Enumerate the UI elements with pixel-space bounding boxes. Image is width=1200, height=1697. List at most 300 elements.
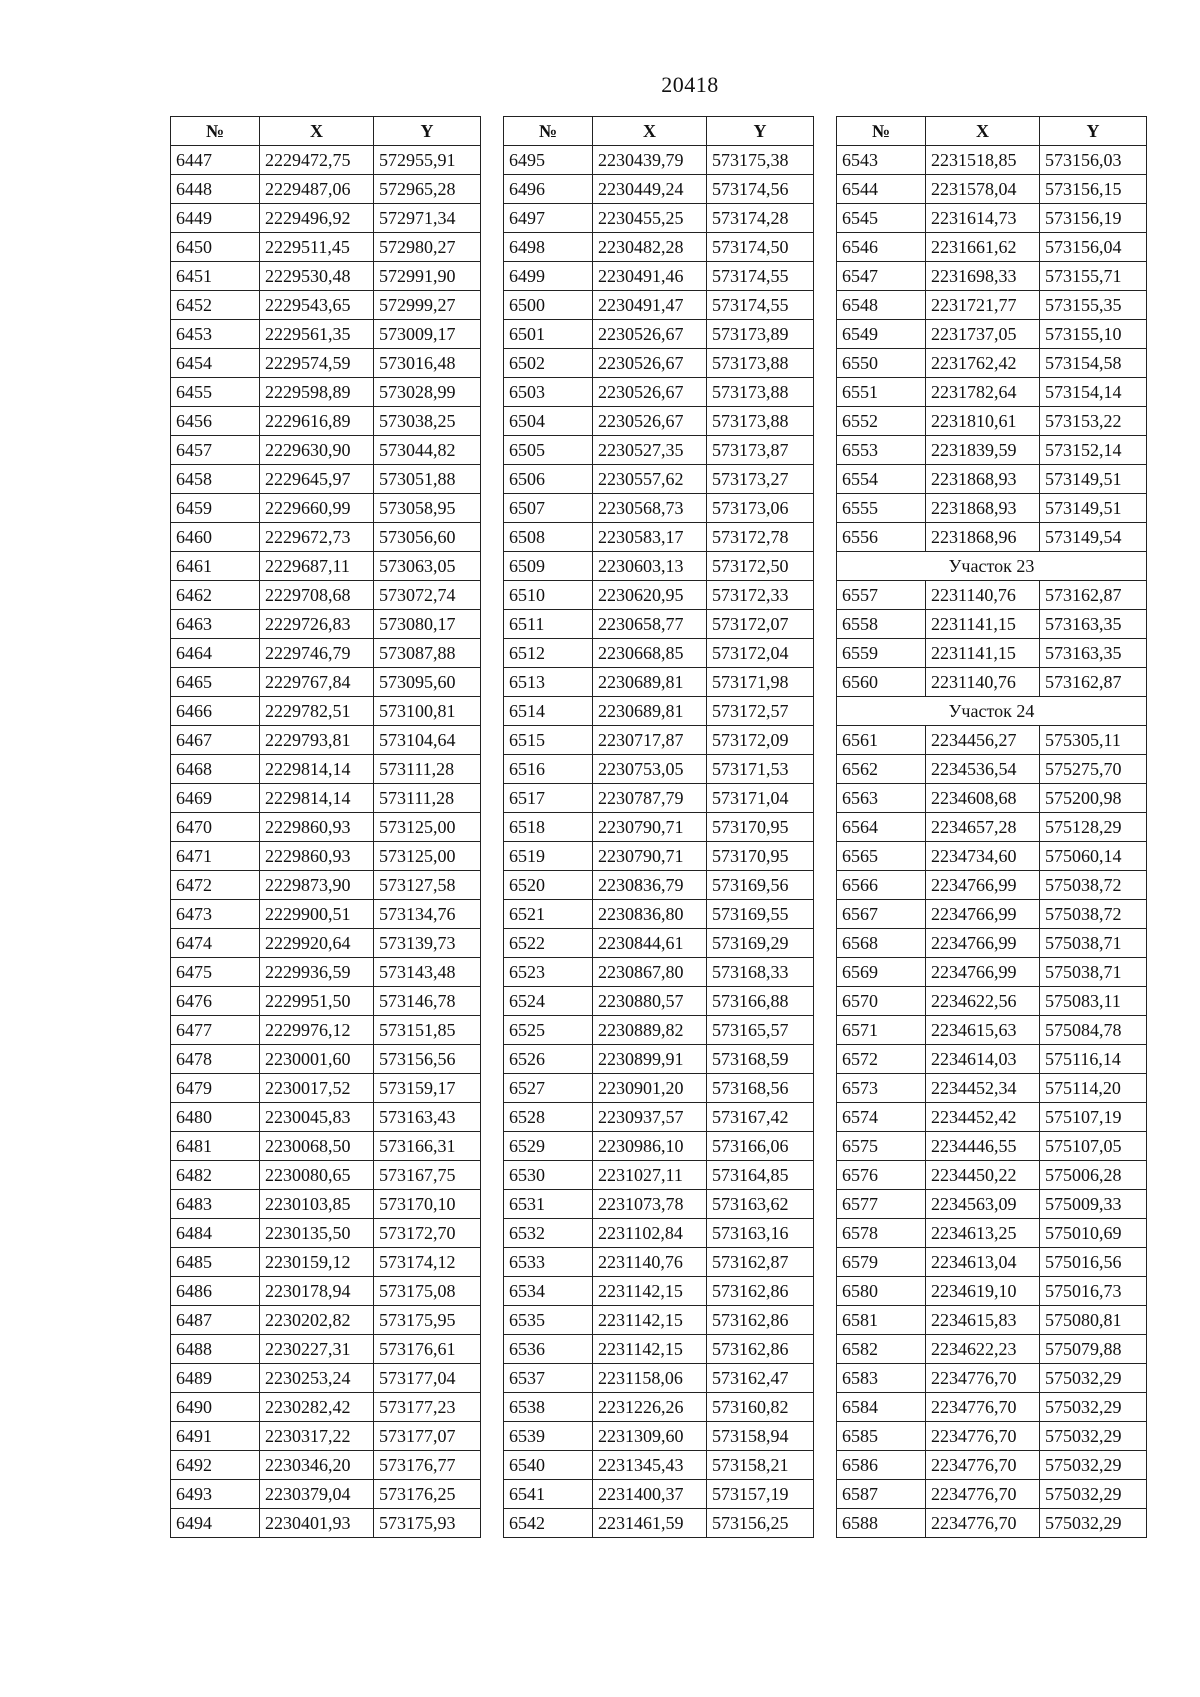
table-row: [171, 204, 481, 233]
header-x: X: [926, 117, 1040, 146]
x-coordinate: 2234608,68: [926, 784, 1040, 813]
y-coordinate: 573044,82: [374, 436, 481, 465]
header-no: №: [504, 117, 593, 146]
point-number: 6525: [504, 1016, 593, 1045]
x-coordinate: 2231226,26: [593, 1393, 707, 1422]
x-coordinate: 2230159,12: [260, 1248, 374, 1277]
y-coordinate: 573176,25: [374, 1480, 481, 1509]
x-coordinate: 2229472,75: [260, 146, 374, 175]
point-number: 6579: [837, 1248, 926, 1277]
point-number: 6560: [837, 668, 926, 697]
x-coordinate: 2231868,93: [926, 465, 1040, 494]
y-coordinate: 573175,08: [374, 1277, 481, 1306]
table-row: [837, 320, 1147, 349]
table-row: [171, 1364, 481, 1393]
x-coordinate: 2234613,04: [926, 1248, 1040, 1277]
x-coordinate: 2234446,55: [926, 1132, 1040, 1161]
table-row: [504, 668, 814, 697]
y-coordinate: 573125,00: [374, 813, 481, 842]
table-row: [837, 1161, 1147, 1190]
point-number: 6569: [837, 958, 926, 987]
y-coordinate: 573155,71: [1040, 262, 1147, 291]
point-number: 6557: [837, 581, 926, 610]
x-coordinate: 2230880,57: [593, 987, 707, 1016]
y-coordinate: 575060,14: [1040, 842, 1147, 871]
table-row: [837, 668, 1147, 697]
x-coordinate: 2231140,76: [593, 1248, 707, 1277]
x-coordinate: 2230439,79: [593, 146, 707, 175]
point-number: 6515: [504, 726, 593, 755]
y-coordinate: 575200,98: [1040, 784, 1147, 813]
point-number: 6544: [837, 175, 926, 204]
point-number: 6495: [504, 146, 593, 175]
x-coordinate: 2230526,67: [593, 407, 707, 436]
table-row: [171, 1480, 481, 1509]
table-row: [504, 842, 814, 871]
point-number: 6499: [504, 262, 593, 291]
point-number: 6496: [504, 175, 593, 204]
x-coordinate: 2231345,43: [593, 1451, 707, 1480]
header-row: [837, 117, 1147, 146]
point-number: 6483: [171, 1190, 260, 1219]
table-row: [504, 929, 814, 958]
table-row: [504, 784, 814, 813]
x-coordinate: 2230568,73: [593, 494, 707, 523]
point-number: 6549: [837, 320, 926, 349]
y-coordinate: 575032,29: [1040, 1422, 1147, 1451]
x-coordinate: 2230449,24: [593, 175, 707, 204]
x-coordinate: 2230527,35: [593, 436, 707, 465]
point-number: 6456: [171, 407, 260, 436]
table-row: [171, 784, 481, 813]
point-number: 6503: [504, 378, 593, 407]
y-coordinate: 573153,22: [1040, 407, 1147, 436]
point-number: 6476: [171, 987, 260, 1016]
table-row: [171, 581, 481, 610]
table-row: [504, 1509, 814, 1538]
table-row: [504, 639, 814, 668]
point-number: 6588: [837, 1509, 926, 1538]
y-coordinate: 573172,50: [707, 552, 814, 581]
table-row: [171, 320, 481, 349]
y-coordinate: 573157,19: [707, 1480, 814, 1509]
y-coordinate: 573171,04: [707, 784, 814, 813]
table-row: [171, 668, 481, 697]
y-coordinate: 572955,91: [374, 146, 481, 175]
x-coordinate: 2234563,09: [926, 1190, 1040, 1219]
point-number: 6469: [171, 784, 260, 813]
point-number: 6454: [171, 349, 260, 378]
x-coordinate: 2231661,62: [926, 233, 1040, 262]
x-coordinate: 2234776,70: [926, 1451, 1040, 1480]
y-coordinate: 573125,00: [374, 842, 481, 871]
table-row: [504, 987, 814, 1016]
table-row: [504, 436, 814, 465]
x-coordinate: 2231698,33: [926, 262, 1040, 291]
table-row: [171, 1074, 481, 1103]
table-row: [504, 755, 814, 784]
point-number: 6545: [837, 204, 926, 233]
x-coordinate: 2231518,85: [926, 146, 1040, 175]
table-row: [171, 378, 481, 407]
x-coordinate: 2234536,54: [926, 755, 1040, 784]
y-coordinate: 575032,29: [1040, 1393, 1147, 1422]
table-row: [837, 639, 1147, 668]
x-coordinate: 2231073,78: [593, 1190, 707, 1219]
point-number: 6538: [504, 1393, 593, 1422]
y-coordinate: 573169,56: [707, 871, 814, 900]
table-row: [171, 871, 481, 900]
y-coordinate: 573176,61: [374, 1335, 481, 1364]
table-row: [171, 1045, 481, 1074]
point-number: 6467: [171, 726, 260, 755]
point-number: 6512: [504, 639, 593, 668]
x-coordinate: 2230668,85: [593, 639, 707, 668]
y-coordinate: 573154,58: [1040, 349, 1147, 378]
point-number: 6580: [837, 1277, 926, 1306]
x-coordinate: 2234776,70: [926, 1422, 1040, 1451]
table-row: [504, 871, 814, 900]
x-coordinate: 2230867,80: [593, 958, 707, 987]
x-coordinate: 2229746,79: [260, 639, 374, 668]
x-coordinate: 2234766,99: [926, 929, 1040, 958]
x-coordinate: 2234766,99: [926, 900, 1040, 929]
y-coordinate: 573175,95: [374, 1306, 481, 1335]
x-coordinate: 2234766,99: [926, 871, 1040, 900]
table-row: [837, 581, 1147, 610]
y-coordinate: 573172,07: [707, 610, 814, 639]
y-coordinate: 573166,88: [707, 987, 814, 1016]
table-row: [504, 523, 814, 552]
point-number: 6536: [504, 1335, 593, 1364]
x-coordinate: 2234613,25: [926, 1219, 1040, 1248]
table-row: [171, 929, 481, 958]
y-coordinate: 573016,48: [374, 349, 481, 378]
point-number: 6584: [837, 1393, 926, 1422]
section-row: [837, 697, 1147, 726]
y-coordinate: 573174,55: [707, 262, 814, 291]
table-row: [504, 349, 814, 378]
y-coordinate: 573155,35: [1040, 291, 1147, 320]
y-coordinate: 573168,33: [707, 958, 814, 987]
point-number: 6583: [837, 1364, 926, 1393]
x-coordinate: 2230790,71: [593, 842, 707, 871]
y-coordinate: 573176,77: [374, 1451, 481, 1480]
point-number: 6461: [171, 552, 260, 581]
table-row: [504, 697, 814, 726]
table-row: [171, 291, 481, 320]
y-coordinate: 573163,35: [1040, 639, 1147, 668]
table-row: [837, 175, 1147, 204]
point-number: 6574: [837, 1103, 926, 1132]
point-number: 6585: [837, 1422, 926, 1451]
y-coordinate: 575305,11: [1040, 726, 1147, 755]
point-number: 6486: [171, 1277, 260, 1306]
x-coordinate: 2231461,59: [593, 1509, 707, 1538]
table-row: [171, 436, 481, 465]
table-row: [504, 726, 814, 755]
table-row: [837, 1016, 1147, 1045]
point-number: 6576: [837, 1161, 926, 1190]
point-number: 6517: [504, 784, 593, 813]
point-number: 6482: [171, 1161, 260, 1190]
y-coordinate: 573087,88: [374, 639, 481, 668]
y-coordinate: 573165,57: [707, 1016, 814, 1045]
x-coordinate: 2231142,15: [593, 1335, 707, 1364]
table-row: [171, 1393, 481, 1422]
point-number: 6558: [837, 610, 926, 639]
point-number: 6470: [171, 813, 260, 842]
x-coordinate: 2230253,24: [260, 1364, 374, 1393]
point-number: 6532: [504, 1219, 593, 1248]
point-number: 6555: [837, 494, 926, 523]
table-row: [837, 1103, 1147, 1132]
point-number: 6507: [504, 494, 593, 523]
point-number: 6552: [837, 407, 926, 436]
y-coordinate: 573139,73: [374, 929, 481, 958]
y-coordinate: 575032,29: [1040, 1480, 1147, 1509]
x-coordinate: 2230787,79: [593, 784, 707, 813]
point-number: 6468: [171, 755, 260, 784]
table-row: [837, 929, 1147, 958]
point-number: 6478: [171, 1045, 260, 1074]
table-row: [171, 813, 481, 842]
table-row: [504, 581, 814, 610]
point-number: 6473: [171, 900, 260, 929]
y-coordinate: 573160,82: [707, 1393, 814, 1422]
point-number: 6530: [504, 1161, 593, 1190]
x-coordinate: 2231737,05: [926, 320, 1040, 349]
y-coordinate: 573162,87: [1040, 581, 1147, 610]
section-title: Участок 24: [837, 697, 1147, 726]
y-coordinate: 573162,87: [1040, 668, 1147, 697]
table-row: [171, 407, 481, 436]
x-coordinate: 2234619,10: [926, 1277, 1040, 1306]
x-coordinate: 2231868,96: [926, 523, 1040, 552]
x-coordinate: 2230001,60: [260, 1045, 374, 1074]
header-y: Y: [1040, 117, 1147, 146]
point-number: 6572: [837, 1045, 926, 1074]
point-number: 6548: [837, 291, 926, 320]
point-number: 6565: [837, 842, 926, 871]
table-row: [837, 494, 1147, 523]
y-coordinate: 573159,17: [374, 1074, 481, 1103]
y-coordinate: 573163,16: [707, 1219, 814, 1248]
table-row: [504, 320, 814, 349]
x-coordinate: 2230017,52: [260, 1074, 374, 1103]
point-number: 6568: [837, 929, 926, 958]
x-coordinate: 2229976,12: [260, 1016, 374, 1045]
x-coordinate: 2229873,90: [260, 871, 374, 900]
y-coordinate: 573162,87: [707, 1248, 814, 1277]
table-row: [171, 1306, 481, 1335]
x-coordinate: 2234776,70: [926, 1480, 1040, 1509]
y-coordinate: 575107,05: [1040, 1132, 1147, 1161]
point-number: 6542: [504, 1509, 593, 1538]
table-row: [504, 1103, 814, 1132]
table-row: [504, 1248, 814, 1277]
table-row: [837, 378, 1147, 407]
x-coordinate: 2229660,99: [260, 494, 374, 523]
x-coordinate: 2234614,03: [926, 1045, 1040, 1074]
y-coordinate: 573172,70: [374, 1219, 481, 1248]
x-coordinate: 2230790,71: [593, 813, 707, 842]
point-number: 6516: [504, 755, 593, 784]
point-number: 6510: [504, 581, 593, 610]
x-coordinate: 2230482,28: [593, 233, 707, 262]
point-number: 6480: [171, 1103, 260, 1132]
y-coordinate: 573028,99: [374, 378, 481, 407]
y-coordinate: 573163,62: [707, 1190, 814, 1219]
y-coordinate: 573170,10: [374, 1190, 481, 1219]
table-row: [837, 204, 1147, 233]
header-row: [171, 117, 481, 146]
y-coordinate: 573173,88: [707, 407, 814, 436]
y-coordinate: 573154,14: [1040, 378, 1147, 407]
point-number: 6501: [504, 320, 593, 349]
point-number: 6466: [171, 697, 260, 726]
x-coordinate: 2231102,84: [593, 1219, 707, 1248]
table-row: [837, 349, 1147, 378]
x-coordinate: 2229951,50: [260, 987, 374, 1016]
x-coordinate: 2231839,59: [926, 436, 1040, 465]
table-row: [504, 1219, 814, 1248]
x-coordinate: 2229726,83: [260, 610, 374, 639]
table-row: [171, 1219, 481, 1248]
x-coordinate: 2229530,48: [260, 262, 374, 291]
header-row: [504, 117, 814, 146]
point-number: 6531: [504, 1190, 593, 1219]
x-coordinate: 2230202,82: [260, 1306, 374, 1335]
table-row: [171, 1335, 481, 1364]
table-row: [837, 291, 1147, 320]
x-coordinate: 2230282,42: [260, 1393, 374, 1422]
point-number: 6573: [837, 1074, 926, 1103]
x-coordinate: 2229672,73: [260, 523, 374, 552]
point-number: 6529: [504, 1132, 593, 1161]
y-coordinate: 573172,04: [707, 639, 814, 668]
y-coordinate: 573156,03: [1040, 146, 1147, 175]
table-row: [171, 1451, 481, 1480]
table-row: [504, 1335, 814, 1364]
x-coordinate: 2231141,15: [926, 610, 1040, 639]
point-number: 6586: [837, 1451, 926, 1480]
y-coordinate: 573149,51: [1040, 465, 1147, 494]
y-coordinate: 573051,88: [374, 465, 481, 494]
table-row: [837, 987, 1147, 1016]
x-coordinate: 2229561,35: [260, 320, 374, 349]
y-coordinate: 575080,81: [1040, 1306, 1147, 1335]
point-number: 6448: [171, 175, 260, 204]
coordinates-table-3: [836, 116, 1147, 1538]
point-number: 6492: [171, 1451, 260, 1480]
point-number: 6502: [504, 349, 593, 378]
table-row: [171, 1161, 481, 1190]
table-row: [837, 958, 1147, 987]
x-coordinate: 2230557,62: [593, 465, 707, 494]
point-number: 6505: [504, 436, 593, 465]
y-coordinate: 572980,27: [374, 233, 481, 262]
y-coordinate: 572999,27: [374, 291, 481, 320]
y-coordinate: 573172,78: [707, 523, 814, 552]
table-row: [504, 813, 814, 842]
table-row: [171, 1132, 481, 1161]
y-coordinate: 575009,33: [1040, 1190, 1147, 1219]
y-coordinate: 573166,31: [374, 1132, 481, 1161]
y-coordinate: 575016,73: [1040, 1277, 1147, 1306]
point-number: 6477: [171, 1016, 260, 1045]
y-coordinate: 575006,28: [1040, 1161, 1147, 1190]
table-row: [837, 1451, 1147, 1480]
table-row: [504, 1132, 814, 1161]
table-row: [837, 755, 1147, 784]
y-coordinate: 573162,47: [707, 1364, 814, 1393]
y-coordinate: 573171,53: [707, 755, 814, 784]
x-coordinate: 2230401,93: [260, 1509, 374, 1538]
y-coordinate: 573163,35: [1040, 610, 1147, 639]
x-coordinate: 2230583,17: [593, 523, 707, 552]
point-number: 6488: [171, 1335, 260, 1364]
x-coordinate: 2234615,83: [926, 1306, 1040, 1335]
x-coordinate: 2229687,11: [260, 552, 374, 581]
point-number: 6475: [171, 958, 260, 987]
table-row: [504, 1190, 814, 1219]
y-coordinate: 573172,33: [707, 581, 814, 610]
table-row: [171, 1190, 481, 1219]
point-number: 6490: [171, 1393, 260, 1422]
table-row: [504, 175, 814, 204]
point-number: 6465: [171, 668, 260, 697]
point-number: 6457: [171, 436, 260, 465]
table-row: [504, 958, 814, 987]
table-row: [837, 871, 1147, 900]
x-coordinate: 2230836,79: [593, 871, 707, 900]
y-coordinate: 573111,28: [374, 784, 481, 813]
y-coordinate: 573164,85: [707, 1161, 814, 1190]
table-row: [504, 1277, 814, 1306]
y-coordinate: 573163,43: [374, 1103, 481, 1132]
table-row: [837, 784, 1147, 813]
point-number: 6587: [837, 1480, 926, 1509]
x-coordinate: 2231309,60: [593, 1422, 707, 1451]
y-coordinate: 573143,48: [374, 958, 481, 987]
x-coordinate: 2229543,65: [260, 291, 374, 320]
table-row: [171, 146, 481, 175]
x-coordinate: 2231158,06: [593, 1364, 707, 1393]
table-row: [837, 1364, 1147, 1393]
point-number: 6524: [504, 987, 593, 1016]
x-coordinate: 2230889,82: [593, 1016, 707, 1045]
point-number: 6534: [504, 1277, 593, 1306]
table-row: [504, 1480, 814, 1509]
point-number: 6498: [504, 233, 593, 262]
table-row: [837, 1248, 1147, 1277]
y-coordinate: 572971,34: [374, 204, 481, 233]
point-number: 6463: [171, 610, 260, 639]
x-coordinate: 2230986,10: [593, 1132, 707, 1161]
x-coordinate: 2231400,37: [593, 1480, 707, 1509]
point-number: 6578: [837, 1219, 926, 1248]
point-number: 6526: [504, 1045, 593, 1074]
point-number: 6567: [837, 900, 926, 929]
x-coordinate: 2229814,14: [260, 784, 374, 813]
x-coordinate: 2231140,76: [926, 668, 1040, 697]
point-number: 6521: [504, 900, 593, 929]
table-row: [171, 842, 481, 871]
point-number: 6547: [837, 262, 926, 291]
point-number: 6474: [171, 929, 260, 958]
y-coordinate: 573158,94: [707, 1422, 814, 1451]
